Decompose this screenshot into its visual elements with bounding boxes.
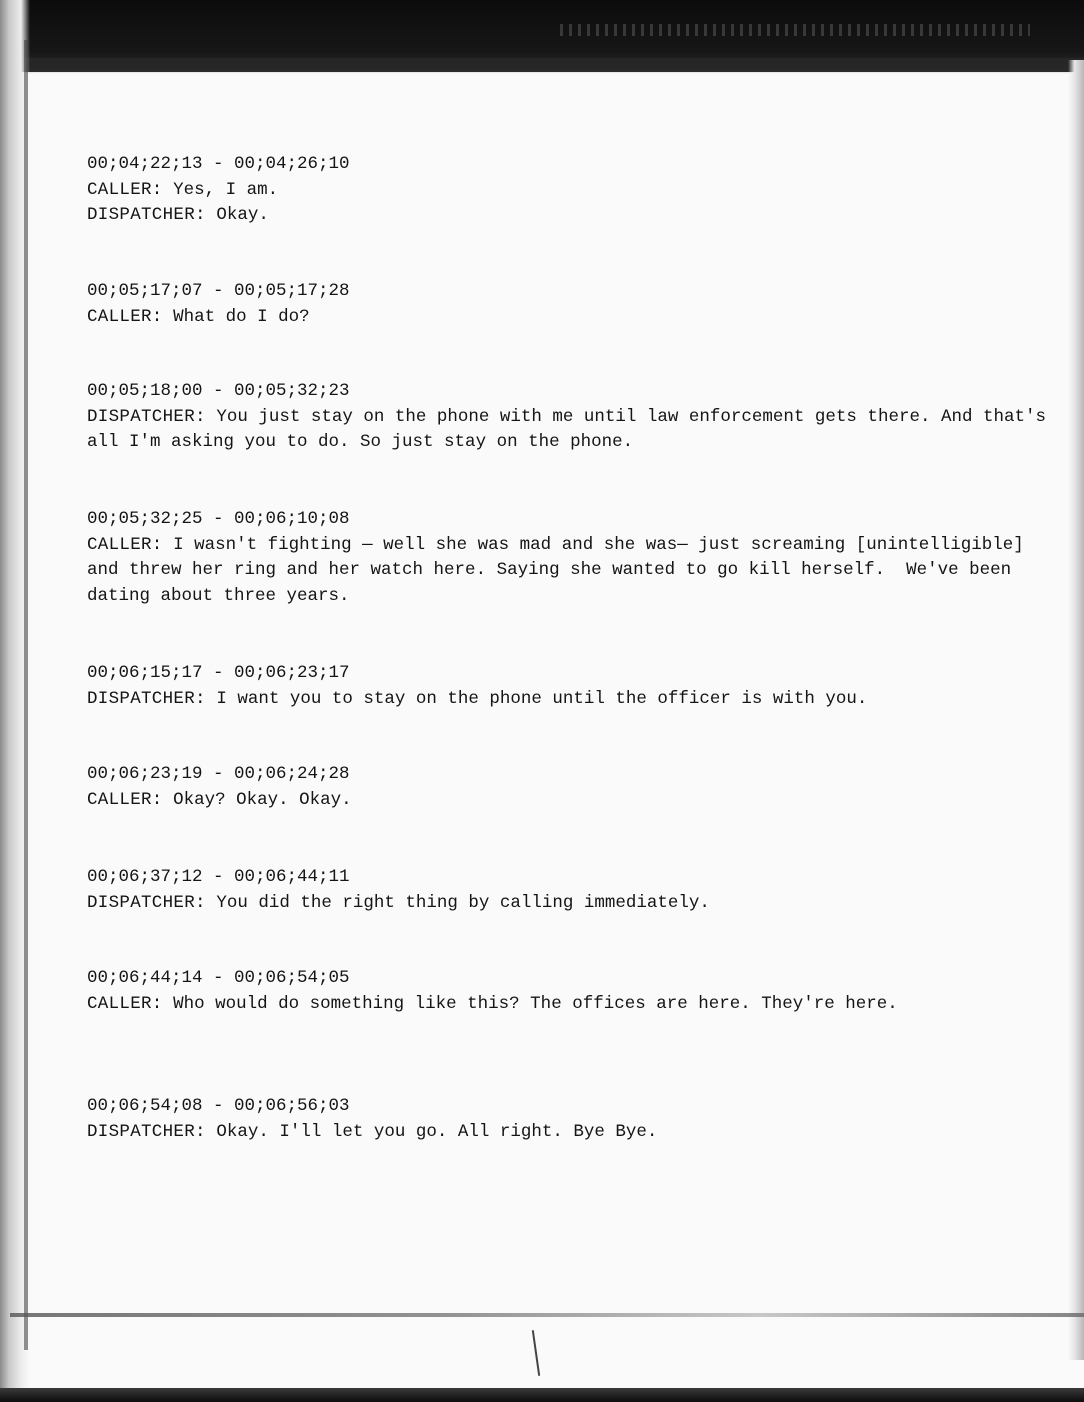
speaker-label: CALLER:	[87, 179, 163, 200]
transcript-entry	[87, 507, 1047, 609]
transcript-entry	[87, 279, 1047, 330]
transcript-entry	[87, 379, 1057, 456]
transcript-entry	[87, 762, 1047, 813]
transcript-entry	[87, 865, 1047, 916]
utterance-text: I wasn't fighting — well she was mad and she was— just screaming [unintelligible] and threw her ring and her watch here. Saying she wanted to go kill herself. We've been dating about three years.	[87, 534, 1035, 606]
transcript-entry	[87, 152, 1047, 229]
speaker-label: DISPATCHER:	[87, 205, 206, 225]
speaker-label: DISPATCHER:	[87, 1121, 206, 1142]
scan-bottom-rule	[10, 1313, 1084, 1317]
speaker-label: CALLER:	[87, 534, 163, 555]
entry-line	[87, 992, 1047, 1018]
entry-line	[87, 891, 1047, 917]
speaker-label: CALLER:	[87, 993, 163, 1014]
utterance-text: Okay. I'll let you go. All right. Bye Bye.	[205, 1121, 658, 1142]
scan-top-shadow	[0, 58, 1084, 74]
scan-left-rule	[24, 40, 28, 1350]
entry-timestamp: 00;06;37;12 - 00;06;44;11	[87, 867, 350, 887]
entry-line	[87, 203, 1047, 229]
entry-timestamp: 00;06;44;14 - 00;06;54;05	[87, 968, 350, 988]
entry-line	[87, 788, 1047, 814]
speaker-label: DISPATCHER:	[87, 688, 206, 709]
speaker-label: DISPATCHER:	[87, 892, 206, 913]
scan-right-edge	[1068, 60, 1084, 1360]
utterance-text: Okay? Okay. Okay.	[162, 789, 352, 810]
transcript-entry	[87, 1094, 1047, 1145]
entry-timestamp: 00;05;32;25 - 00;06;10;08	[87, 509, 350, 529]
utterance-text: You did the right thing by calling immediately.	[205, 892, 710, 913]
speaker-label: CALLER:	[87, 789, 163, 810]
utterance-text: Okay.	[205, 205, 269, 225]
speaker-label: CALLER:	[87, 306, 163, 327]
entry-timestamp: 00;05;18;00 - 00;05;32;23	[87, 381, 350, 401]
utterance-text: Yes, I am.	[162, 179, 279, 200]
transcript-entry	[87, 966, 1047, 1017]
transcript-entry	[87, 661, 1047, 712]
utterance-text: What do I do?	[162, 306, 310, 327]
entry-line	[87, 533, 1047, 610]
utterance-text: You just stay on the phone with me until law enforcement gets there. And that's all I'm asking you to do. So just stay on the phone.	[87, 406, 1057, 452]
entry-timestamp: 00;06;54;08 - 00;06;56;03	[87, 1096, 350, 1116]
entry-line	[87, 405, 1057, 456]
entry-timestamp: 00;05;17;07 - 00;05;17;28	[87, 281, 350, 301]
utterance-text: Who would do something like this? The offices are here. They're here.	[162, 993, 898, 1014]
utterance-text: I want you to stay on the phone until the officer is with you.	[205, 688, 868, 709]
entry-timestamp: 00;06;15;17 - 00;06;23;17	[87, 663, 350, 683]
entry-line	[87, 1120, 1047, 1146]
entry-line	[87, 178, 1047, 204]
entry-timestamp: 00;06;23;19 - 00;06;24;28	[87, 764, 350, 784]
speaker-label: DISPATCHER:	[87, 406, 206, 427]
scan-bottom-mark	[532, 1330, 540, 1376]
scan-bottom-border	[0, 1388, 1084, 1402]
entry-line	[87, 305, 1047, 331]
entry-timestamp: 00;04;22;13 - 00;04;26;10	[87, 154, 350, 174]
entry-line	[87, 687, 1047, 713]
scan-header-noise	[560, 24, 1030, 36]
